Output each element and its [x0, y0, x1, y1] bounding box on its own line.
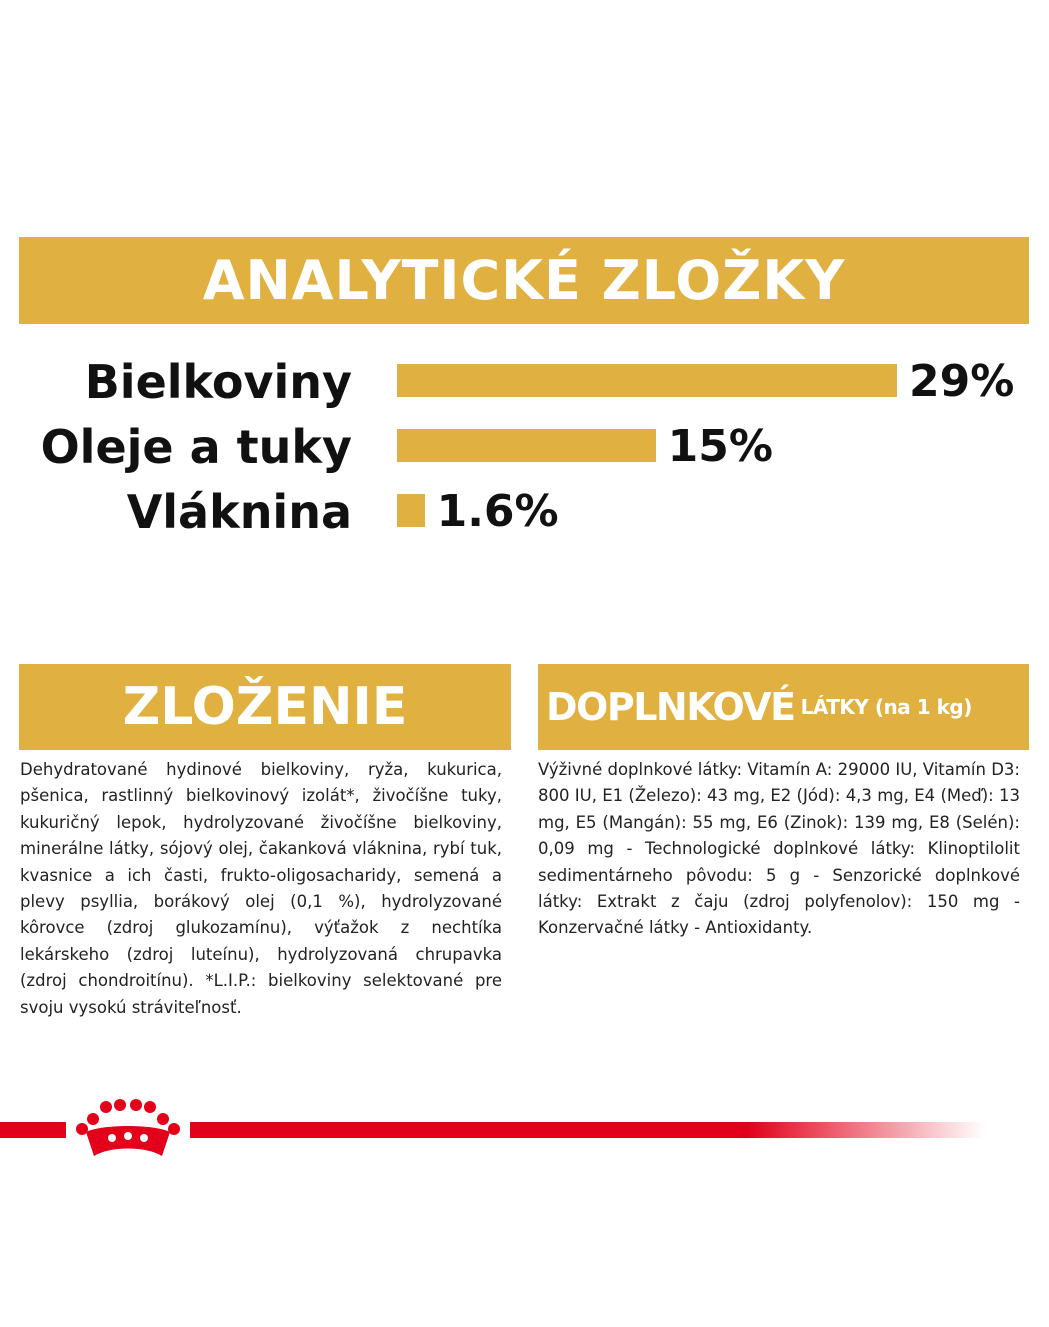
composition-title: ZLOŽENIE — [122, 677, 408, 737]
analytic-components-title: ANALYTICKÉ ZLOŽKY — [202, 249, 846, 312]
nutrient-label-protein: Bielkoviny — [84, 355, 352, 409]
analytic-components-banner — [19, 237, 1029, 324]
additives-subtitle: LÁTKY (na 1 kg) — [800, 695, 972, 719]
brand-line-right — [190, 1122, 985, 1138]
composition-text: Dehydratované hydinové bielkoviny, ryža, kukurica, pšenica, rastlinný bielkovinový izolát*, živočíšne tuky, kukuričný lepok, hydrolyzované živočíšne bielkoviny, minerálne látky, sójový olej, čakanková vláknina, rybí tuk, kvasnice a ich časti, frukto-oligosacharidy, semená a plevy psyllia, borákový olej (0,1 %), hydrolyzované kôrovce (zdroj glukozamínu), výťažok z nechtíka lekárskeho (zdroj luteínu), hydrolyzovaná chrupavka (zdroj chondroitínu). *L.I.P.: bielkoviny selektované pre svoju vysokú stráviteľnosť. — [20, 760, 502, 1017]
additives-banner — [538, 664, 1029, 750]
nutrient-value-protein: 29% — [909, 356, 1015, 407]
composition-banner — [19, 664, 511, 750]
nutrient-bar-fiber — [397, 494, 425, 527]
crown-icon — [72, 1098, 184, 1160]
nutrient-value-fiber: 1.6% — [436, 486, 559, 537]
nutrient-value-fat: 15% — [667, 421, 773, 472]
nutrient-bar-protein — [397, 364, 897, 397]
nutrient-label-fat: Oleje a tuky — [40, 420, 352, 474]
additives-text: Výživné doplnkové látky: Vitamín A: 29000 IU, Vitamín D3: 800 IU, E1 (Železo): 43 mg, E2 (Jód): 4,3 mg, E4 (Meď): 13 mg, E5 (Mangán): 55 mg, E6 (Zinok): 139 mg, E8 (Selén): 0,09 mg - Technologické doplnkové látky: Klinoptilolit sedimentárneho pôvodu: 5 g - Senzorické doplnkové látky: Extrakt z čaju (zdroj polyfenolov): 150 mg - Konzervačné látky - Antioxidanty. — [538, 760, 1020, 938]
brand-line-left — [0, 1122, 66, 1138]
additives-title: DOPLNKOVÉ — [546, 685, 795, 729]
nutrient-bar-fat — [397, 429, 656, 462]
nutrient-label-fiber: Vláknina — [126, 485, 352, 539]
